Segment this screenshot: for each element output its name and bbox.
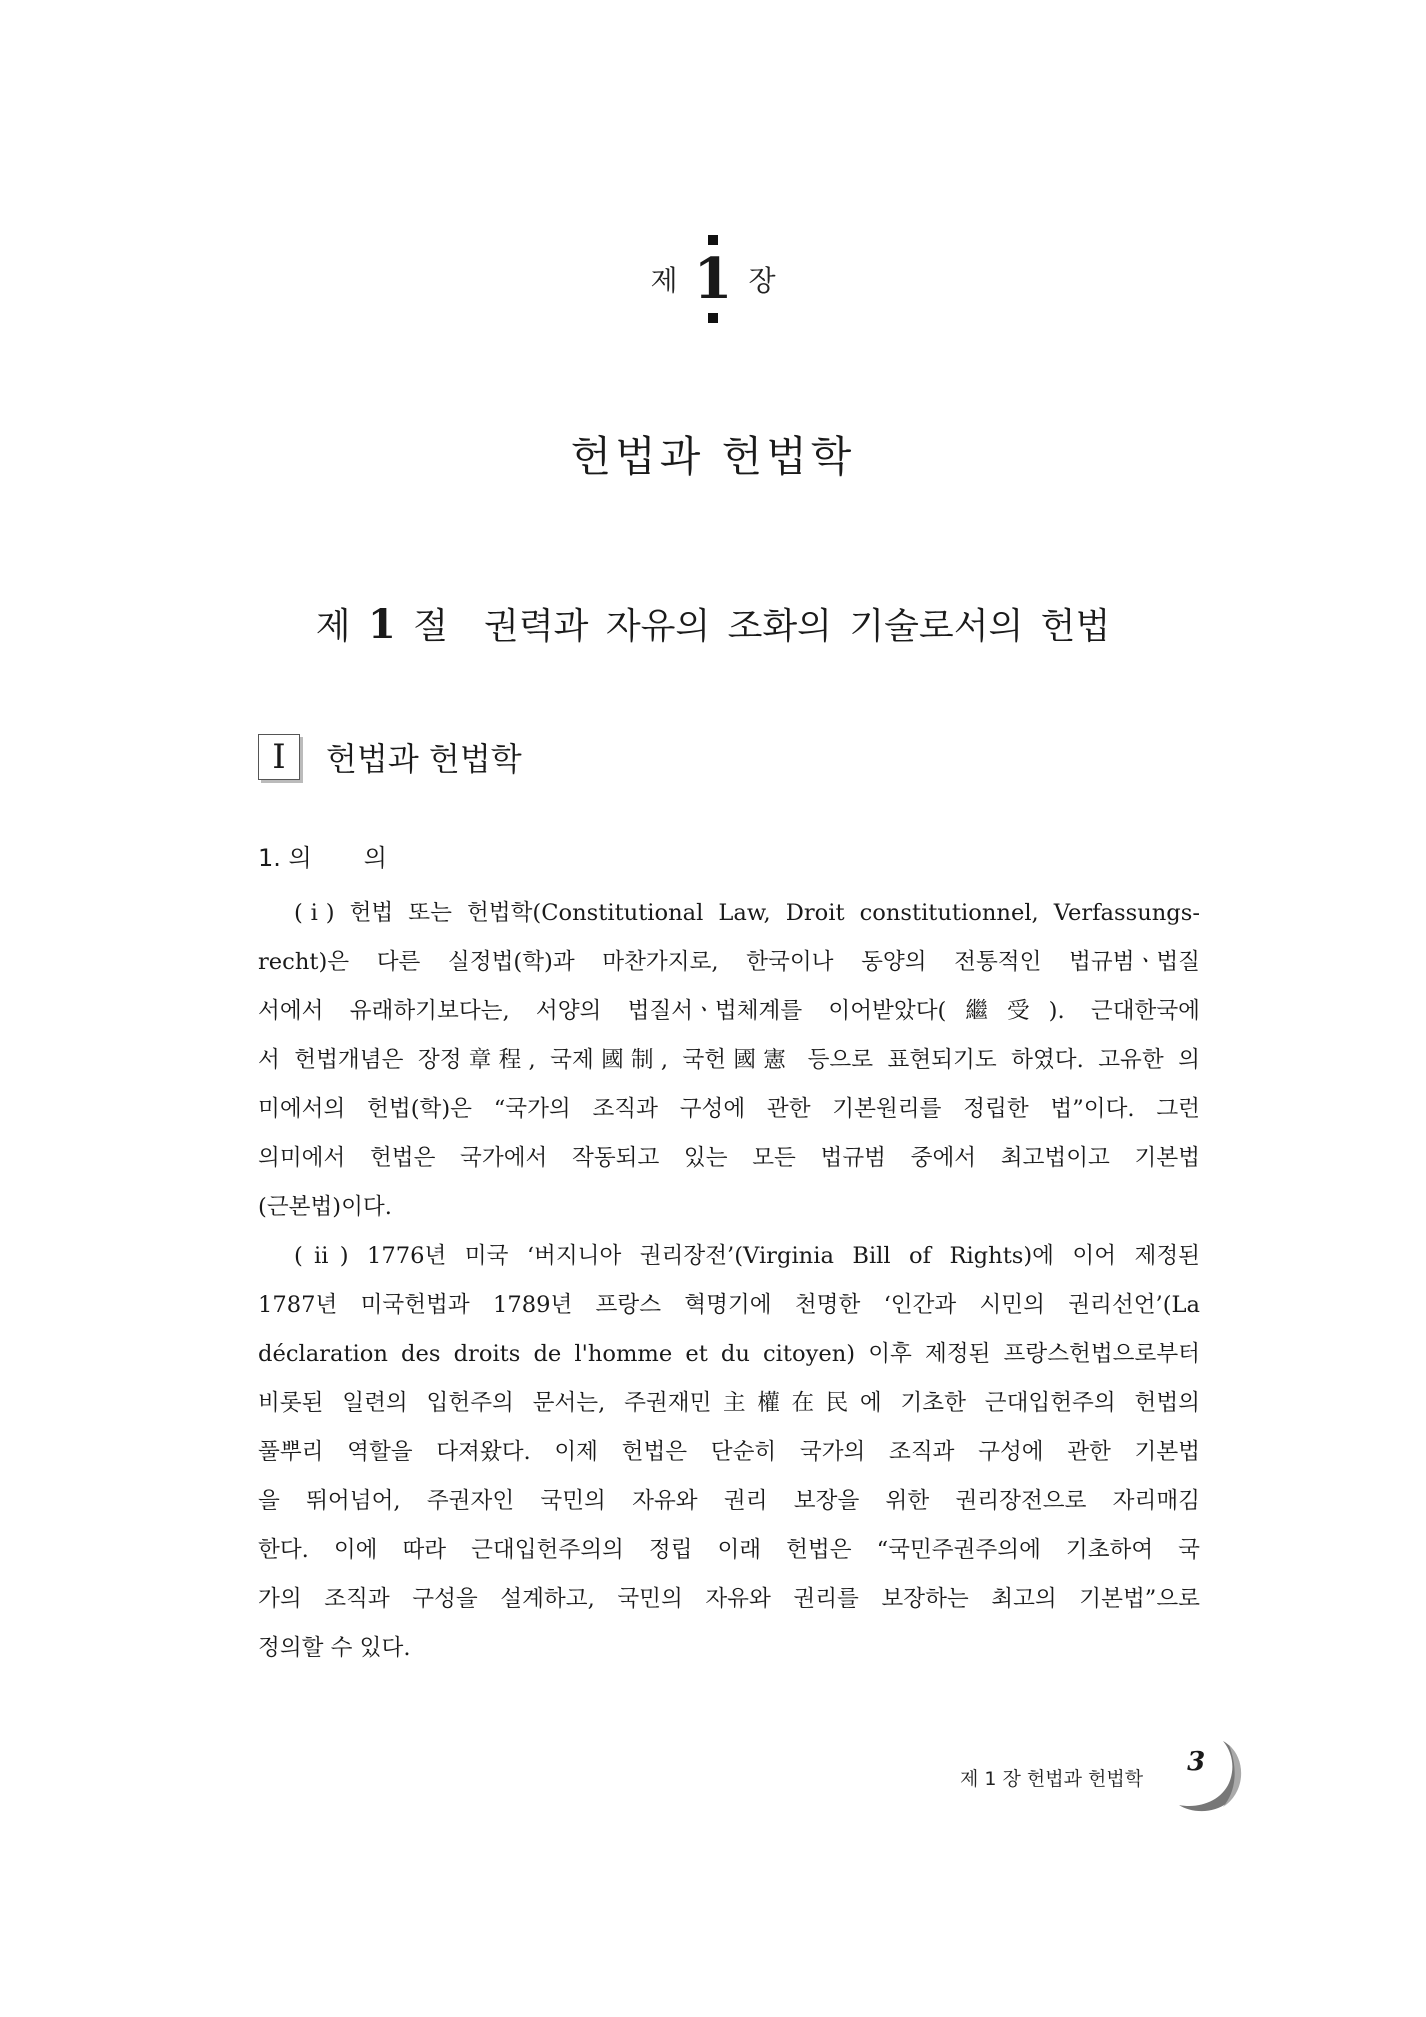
running-head: 제 1 장 헌법과 헌법학	[960, 1767, 1144, 1790]
paragraph-line: 비롯된 일련의 입헌주의 문서는, 주권재민主權在民에 기초한 근대입헌주의 헌법의	[258, 1390, 1200, 1416]
paragraph-line: 서에서 유래하기보다는, 서양의 법질서ㆍ법체계를 이어받았다(繼受). 근대한국에	[258, 998, 1200, 1024]
subsection-title: 헌법과 헌법학	[326, 740, 522, 778]
page-number: 3	[1187, 1747, 1206, 1777]
paragraph-line: 한다. 이에 따라 근대입헌주의의 정립 이래 헌법은 “국민주권주의에 기초하여 국	[258, 1537, 1200, 1563]
paragraph-line: (ⅱ) 1776년 미국 ‘버지니아 권리장전’(Virginia Bill of Rights)에 이어 제정된	[294, 1243, 1200, 1269]
section-suffix: 절	[413, 606, 449, 647]
section-heading	[0, 598, 1426, 649]
paragraph-line: (근본법)이다.	[258, 1194, 392, 1220]
chapter-mark	[0, 235, 1426, 323]
paragraph-1	[222, 889, 1200, 1232]
paragraph-line: déclaration des droits de l'homme et du citoyen) 이후 제정된 프랑스헌법으로부터	[258, 1341, 1200, 1367]
chapter-bottom-square	[708, 313, 718, 323]
section-title: 권력과 자유의 조화의 기술로서의 헌법	[484, 606, 1111, 647]
paragraph-line: 가의 조직과 구성을 설계하고, 국민의 자유와 권리를 보장하는 최고의 기본법”으로	[258, 1586, 1200, 1612]
section-prefix: 제	[315, 606, 351, 647]
paragraph-line: 정의할 수 있다.	[258, 1635, 411, 1661]
page-number-badge	[1165, 1735, 1249, 1819]
item-number: 1.	[258, 844, 281, 872]
chapter-number-block	[694, 235, 733, 323]
chapter-title: 헌법과 헌법학	[570, 432, 856, 481]
paragraph-line: 풀뿌리 역할을 다져왔다. 이제 헌법은 단순히 국가의 조직과 구성에 관한 기본법	[258, 1439, 1200, 1465]
section-number: 1	[367, 601, 396, 648]
paragraph-line: 서 헌법개념은 장정章程, 국제國制, 국헌國憲 등으로 표현되기도 하였다. 고유한 의	[258, 1047, 1200, 1073]
paragraph-line: recht)은 다른 실정법(학)과 마찬가지로, 한국이나 동양의 전통적인 법규범ㆍ법질	[258, 949, 1200, 975]
item-title-b: 의	[363, 844, 387, 872]
roman-numeral-box: I	[258, 734, 300, 780]
swoosh-icon	[1165, 1735, 1249, 1819]
item-heading	[258, 838, 387, 873]
paragraph-line: 을 뛰어넘어, 주권자인 국민의 자유와 권리 보장을 위한 권리장전으로 자리매김	[258, 1488, 1200, 1514]
paragraph-line: 의미에서 헌법은 국가에서 작동되고 있는 모든 법규범 중에서 최고법이고 기본법	[258, 1145, 1200, 1171]
page-footer	[960, 1735, 1249, 1819]
paragraph-line: 미에서의 헌법(학)은 “국가의 조직과 구성에 관한 기본원리를 정립한 법”이다. 그런	[258, 1096, 1200, 1122]
chapter-word-after: 장	[748, 264, 776, 297]
paragraph-line: (ⅰ) 헌법 또는 헌법학(Constitutional Law, Droit constitutionnel, Verfassungs-	[294, 900, 1200, 926]
body-text	[222, 889, 1200, 1673]
chapter-number: 1	[693, 246, 733, 312]
paragraph-line: 1787년 미국헌법과 1789년 프랑스 혁명기에 천명한 ‘인간과 시민의 권리선언’(La	[258, 1292, 1200, 1318]
chapter-top-square	[708, 235, 718, 245]
chapter-word-before: 제	[650, 264, 678, 297]
item-title-a: 의	[288, 844, 312, 872]
paragraph-2	[222, 1232, 1200, 1673]
subsection-heading	[258, 734, 522, 780]
